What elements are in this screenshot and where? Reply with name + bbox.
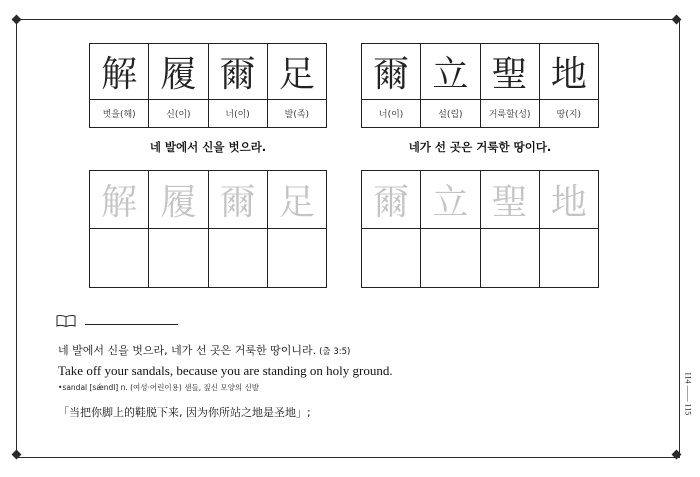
reading-cell: 거룩할(성) xyxy=(480,100,539,128)
chinese-verse: 「当把你脚上的鞋脱下来, 因为你所站之地是圣地」; xyxy=(58,406,311,419)
reading-cell: 땅(지) xyxy=(539,100,598,128)
left-verse-heading: 네 발에서 신을 벗으라. xyxy=(149,140,267,154)
reading-cell: 설(립) xyxy=(421,100,480,128)
reading-cell: 벗을(해) xyxy=(90,100,149,128)
trace-cell[interactable]: 解 xyxy=(90,171,149,229)
trace-cell[interactable]: 立 xyxy=(421,171,480,229)
practice-cell[interactable] xyxy=(208,229,267,288)
practice-cell[interactable] xyxy=(421,229,480,288)
practice-cell[interactable] xyxy=(149,229,208,288)
hanja-cell: 聖 xyxy=(480,44,539,100)
trace-cell[interactable]: 爾 xyxy=(208,171,267,229)
hanja-cell: 地 xyxy=(539,44,598,100)
reading-cell: 신(이) xyxy=(149,100,208,128)
practice-cell[interactable] xyxy=(90,229,149,288)
hanja-cell: 立 xyxy=(421,44,480,100)
hanja-cell: 解 xyxy=(90,44,149,100)
practice-cell[interactable] xyxy=(362,229,421,288)
right-verse-heading: 네가 선 곳은 거룩한 땅이다. xyxy=(408,140,552,154)
right-tracing-grid xyxy=(361,170,599,288)
korean-verse-line xyxy=(58,342,350,358)
hanja-cell: 履 xyxy=(149,44,208,100)
right-hanja-table xyxy=(361,43,599,128)
verse-reference: (출 3:5) xyxy=(319,347,351,357)
hanja-cell: 足 xyxy=(267,44,326,100)
reading-cell: 발(족) xyxy=(267,100,326,128)
reading-cell: 너(이) xyxy=(208,100,267,128)
practice-cell[interactable] xyxy=(480,229,539,288)
divider-line xyxy=(85,324,178,325)
practice-cell[interactable] xyxy=(539,229,598,288)
hanja-cell: 爾 xyxy=(362,44,421,100)
trace-cell[interactable]: 爾 xyxy=(362,171,421,229)
page-numbers: 114 —— 115 xyxy=(683,371,693,416)
trace-cell[interactable]: 地 xyxy=(539,171,598,229)
hanja-cell: 爾 xyxy=(208,44,267,100)
trace-cell[interactable]: 聖 xyxy=(480,171,539,229)
left-tracing-grid xyxy=(89,170,327,288)
english-verse: Take off your sandals, because you are standing on holy ground. xyxy=(58,363,393,378)
open-book-icon xyxy=(56,314,76,328)
korean-verse: 네 발에서 신을 벗으라, 네가 선 곳은 거룩한 땅이니라. xyxy=(58,344,317,357)
vocab-note: •sandal [sǽndl] n. (여성·어린이용) 샌들, 짚신 모양의 신발 xyxy=(58,383,259,392)
reading-cell: 너(이) xyxy=(362,100,421,128)
left-hanja-table xyxy=(89,43,327,128)
trace-cell[interactable]: 足 xyxy=(267,171,326,229)
practice-cell[interactable] xyxy=(267,229,326,288)
trace-cell[interactable]: 履 xyxy=(149,171,208,229)
